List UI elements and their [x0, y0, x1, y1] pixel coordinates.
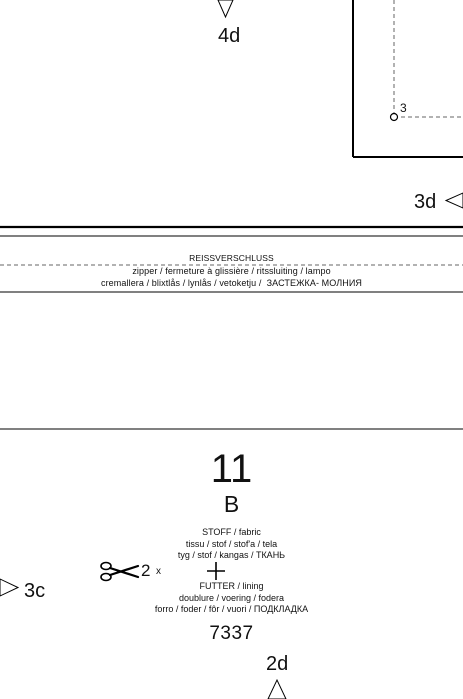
notch-bottom-triangle [268, 680, 286, 699]
lining-line-3: forro / foder / fôr / vuori / ПОДКЛАДКА [154, 604, 309, 614]
scissors-icon [100, 561, 140, 583]
corner-point-label: 3 [400, 101, 407, 115]
marker-label-right: 3d [414, 191, 437, 213]
fabric-line-3: tyg / stof / kangas / ТКАНЬ [177, 550, 286, 560]
marker-label-bottom: 2d [266, 653, 289, 675]
lining-line-2: doublure / voering / fodera [178, 593, 285, 603]
notch-top-triangle [218, 0, 233, 17]
lining-line-1: FUTTER / lining [199, 581, 264, 591]
marker-label-left: 3c [24, 580, 46, 602]
pattern-code: 7337 [209, 623, 254, 644]
piece-number: 11 [210, 447, 253, 491]
fabric-line-2: tissu / stof / stof'a / tela [185, 539, 278, 549]
marker-label-top: 4d [218, 25, 241, 47]
zipper-translations-1: zipper / fermeture à glissière / ritssluiting / lampo [132, 266, 331, 276]
piece-letter: B [223, 491, 240, 517]
cut-count: 2 [141, 561, 151, 580]
corner-point-circle [391, 114, 398, 121]
zipper-title: REISSVERSCHLUSS [189, 253, 274, 263]
fabric-line-1: STOFF / fabric [202, 527, 261, 537]
cut-multiplier: x [156, 566, 161, 577]
notch-right-triangle [446, 193, 463, 208]
zipper-translations-2: cremallera / blixtlås / lynlås / vetoketju / ЗАСТЕЖКА- МОЛНИЯ [100, 278, 363, 288]
